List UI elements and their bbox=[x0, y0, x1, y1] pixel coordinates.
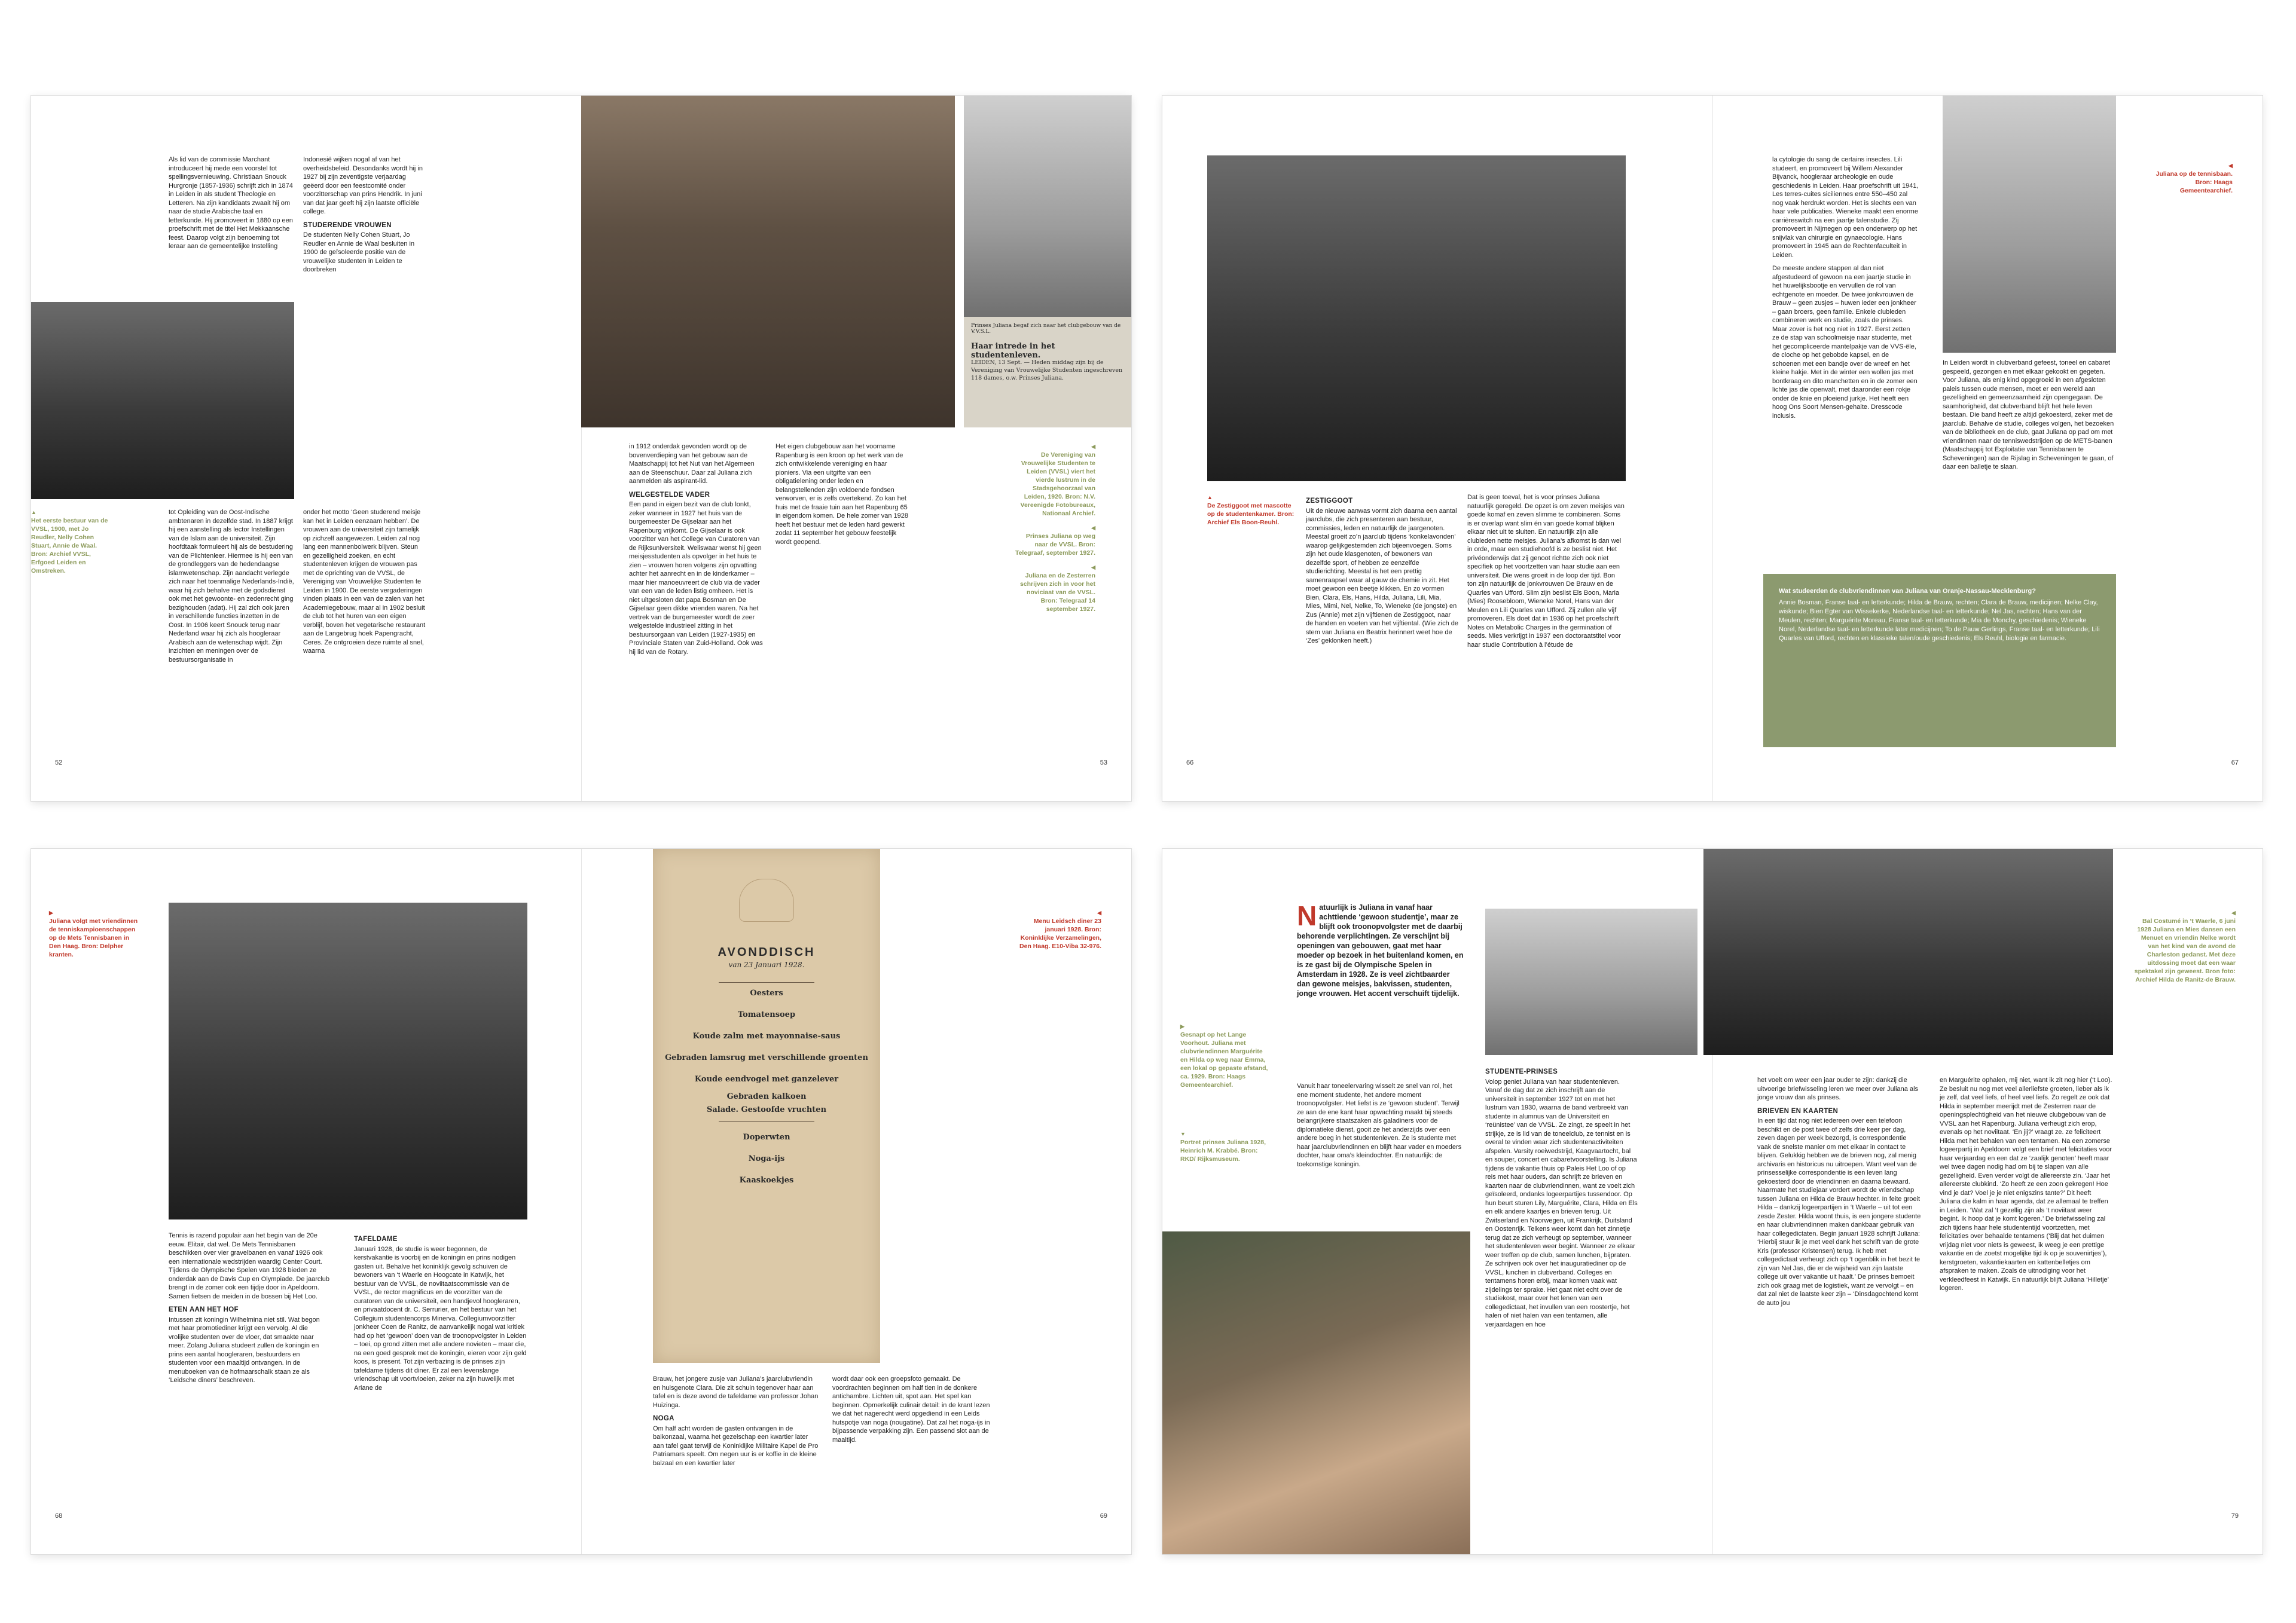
text-col1: ZESTIGGOOT Uit de nieuwe aanwas vormt zich daarna een aantal jaarclubs, die zich presenteren aan bestuur, commissies, leden en natuurlijk de jaargenoten. Meestal groeit zo’n jaarclub tijdens ‘konkelavonden’ waarop gelijkgestemden zich bijeenvoegen. Soms zijn het oude klasgenoten, of bewoners van dezelfde sport, of hebben ze eenzelfde studierichting. Meestal is het een prettig samenraapsel waar al gauw de chemie in zit. Het moet gewoon een beetje klikken. En zo vormen Bien, Clara, Els, Hans, Hilda, Juliana, Lili, Mia, Mies, Mimi, Nel, Nelke, To, Wieneke (de jongste) en Zus (Annie) met zijn vijftienen de Zestiggoot, naar de handen en voeten van het vijftiental. (Wie zich de stem van Juliana en Beatrix herinnert weet hoe de ‘Zes’ geklonken heeft.) bbox=[1306, 497, 1458, 644]
caption-vvsl-board: ▲ Het eerste bestuur van de VVSL, 1900, met Jo Reudler, Nelly Cohen Stuart, Annie de Waal. Bron: Archief VVSL, Erfgoed Leiden en Omstreken. bbox=[31, 509, 108, 574]
sidebar-studies-box: Wat studeerden de clubvriendinnen van Juliana van Oranje-Nassau-Mecklenburg? Annie Bosman, Franse taal- en letterkunde; Hilda de Brauw, rechten; Clara de Brauw, medicijnen; Nelke Clay, wiskunde; Bien Egter van Wissekerke, Nederlandse taal- en letterkunde; Nel Jas, rechten; Hans van der Meulen, rechten; Marguérite Moreau, Franse taal- en letterkunde; Mia de Monchy, geschiedenis; Wieneke Norel, Nederlandse taal- en letterkunde later medicijnen; To de Pauw Gerlings, Franse taal- en letterkunde; Lili Quarles van Ufford, rechten en klassieke talen/oude geschiedenis; Els Reuhl, biologie en farmacie. bbox=[1763, 574, 2116, 747]
photo-zestiggoot bbox=[1207, 155, 1626, 481]
menu-item: Noga-ijs bbox=[748, 1154, 785, 1163]
photo-bal-costume bbox=[1703, 849, 2113, 1055]
text-col4: wordt daar ook een groepsfoto gemaakt. De voordrachten beginnen om half tien in de donkere antichambre. Lichten uit, spot aan. Het spel kan beginnen. Opmerkelijk culinair detail: in de krant lezen we dat het nagerecht werd opgediend in een Leids hutspotje van noga (nougatine). Dat zal het noga-ijs in bijpassende verpakking zijn. Een passend slot aan de maaltijd. bbox=[832, 1376, 990, 1444]
text-col2-bottom: onder het motto ‘Geen studerend meisje kan het in Leiden eenzaam hebben’. De vrouwen aan de universiteit zijn tamelijk op zichzelf aangewezen. Leiden zal nog lang een mannenbolwerk blijven. Steun en gezelligheid zoeken, en echt studentenleven krijgen de vrouwen pas met de oprichting van de VVSL, de Vereniging van Vrouwelijke Studenten te Leiden in 1900. De eerste vergaderingen vinden plaats in een van de zalen van het Academiegebouw, maar al in 1902 besluit de club tot het huren van een eigen verblijf, boven het vegetarische restaurant aan de Langebrug hoek Papengracht, Ceres. Ze ontgroeien deze ruimte al snel, waarna bbox=[303, 509, 426, 655]
caption-tennis-championship: ▶ Juliana volgt met vriendinnen de tenniskampioenschappen op de Mets Tennisbanen in Den Haag. Bron: Delpher kranten. bbox=[49, 910, 138, 958]
caption-menu: ◀ Menu Leidsch diner 23 januari 1928. Bron: Koninklijke Verzamelingen, Den Haag. E10-Viba 32-976. bbox=[1019, 910, 1101, 950]
menu-date: van 23 Januari 1928. bbox=[728, 961, 805, 969]
spread-78-79 bbox=[1162, 849, 2263, 1554]
menu-item: Oesters bbox=[750, 989, 783, 998]
caption-portrait: ▼ Portret prinses Juliana 1928, Heinrich M. Krabbé. Bron: RKD/ Rijksmuseum. bbox=[1180, 1131, 1266, 1163]
intro-paragraph: Natuurlijk is Juliana in vanaf haar achttiende ‘gewoon studentje’, maar ze blijft ook troonopvolgster met de daarbij behorende verplichtingen. Ze verschijnt bij openingen van gebouwen, gaat met haar moeder op bezoek in het buitenland komen, en is ze gast bij de Olympische Spelen in Amsterdam in 1928. Ze is veel zichtbaarder dan gewone meisjes, bakvissen, studenten, jonge vrouwen. Het accent verschuift tijdelijk. bbox=[1297, 900, 1464, 998]
spread-68-69 bbox=[31, 849, 1131, 1554]
text-col3: het voelt om weer een jaar ouder te zijn: dankzij die uitvoerige briefwisseling leren we meer over Juliana als jonge vrouw dan als prinses. BRIEVEN EN KAARTEN In een tijd dat nog niet iedereen over een telefoon beschikt en de post twee of zelfs drie keer per dag, zeven dagen per week bezorgd, is correspondentie vaak de snelste manier om met elkaar in contact te blijven. Gelukkig hebben we de brieven nog, zal menig archivaris en historicus nu uitroepen. Want veel van de prinsesselijke correspondentie is een leven lang gekoesterd door de vriendinnen en daarna bewaard. Naarmate het studiejaar vordert wordt de vriendschap tussen Juliana en Hilda de Brauw hechter. In feite groeit Hilda – dankzij logeerpartijen in ‘t Waerle – uit tot een zesde Zester. Hilda woont thuis, is een jongere studente en haar clubvriendinnen maken dankbaar gebruik van haar collegedictaten. Begin januari 1928 schrijft Juliana: ‘Hierbij stuur ik je met veel dank het schrift van de grote Kris (professor Kristensen) terug. Ik heb met collegedictaat verheugt zich op ‘t ogenblik in het bezit te zijn van Nel Jas, die er de wijsheid van zijn laatste college uit over vakantie uit haalt.’ De prinses bemoeit zich ook graag met de logistiek, want ze vervolgt – en dat zal niet de laatste keer zijn – ‘Dinsdagochtend komt de auto jou bbox=[1757, 1077, 1921, 1307]
caption-tennis: ◀ Juliana op de tennisbaan. Bron: Haags Gemeentearchief. bbox=[2155, 163, 2233, 194]
photo-lange-voorhout bbox=[1485, 909, 1697, 1055]
menu-card bbox=[653, 849, 880, 1363]
captions-right: ◀ De Vereniging van Vrouwelijke Studenten te Leiden (VVSL) viert het vierde lustrum in de Stadsgehoorzaal van Leiden, 1920. Bron: N.V. Vereenigde Fotobureaux, Nationaal Archief. ◀ Prinses Juliana op weg naar de VVSL. Bron: Telegraaf, september 1927. ◀ Juliana en de Zesterren schrijven zich in voor het noviciaat van de VVSL. Bron: Telegraaf 14 september 1927. bbox=[1015, 444, 1095, 613]
text-col4: en Marguérite ophalen, mij niet, want ik zit nog hier (‘t Loo). Ze besluit nu nog met veel allerliefste groeten, lieber als ik je zelf, dat veel liefs, of heel veel liefs. Zo regelt ze ook dat Hilda in september meerijdt met de Zesterren naar de openingsplechtigheid van het nieuwe clubgebouw van de VVSL aan het Rapenburg. Juliana verheugt zich erop, evenals op het noviitaat. ‘En jij?’ vraagt ze. ze feliciteert Hilda met het behalen van een tentamen. Na een zomerse logeerpartij in Apeldoorn volgt een brief met felicitaties voor haar verjaardag en een dat ze ‘zaalijk genoten’ heeft maar wel twee dagen nodig had om bij te slapen van alle gezelligheid. Even verder volgt de allereerste zin. ‘Jaar het allereerste clubkind. ‘Zo heeft ze een zoon gekregen! Hoe vind je dat? Voel je je niet enigszins tante?’ Dit heeft Juliana die kalm in haar agenda, dat ze allemaal te treffen in Leiden. ‘Wat zal ‘t gezellig zijn als ‘t noviitaat weer begint. Ik hoop dat je komt logeren.’ De briefwisseling zal zich tijdens haar hele studententijd voortzetten, met felicitaties over behaalde tentamens (‘Blij dat het duimen vrijdag niet voor niets is geweest, ik weeg je een prettige vakantie en de zoetst mogelijke tijd ik op je souvenirtjes’), kerstgroeten, vakantiekaarten en kattenbelletjes om afspraken te maken. Zoals de uitnodiging voor het verkleedfeest in Katwijk. En natuurlijk blijft Juliana ‘Hilletje’ logeren. bbox=[1940, 1077, 2112, 1292]
drop-cap: N bbox=[1297, 900, 1317, 931]
gutter bbox=[1712, 96, 1713, 801]
gutter bbox=[581, 849, 582, 1554]
news-body: LEIDEN, 13 Sept. — Heden middag zijn bij de Vereniging van Vrouwelijke Studenten ingeschreven 118 dames, o.w. Prinses Juliana. bbox=[971, 359, 1123, 381]
crest-emblem bbox=[739, 879, 794, 922]
caption-zestiggoot: ▲ De Zestiggoot met mascotte op de studentenkamer. Bron: Archief Els Boon-Reuhl. bbox=[1207, 494, 1294, 526]
photo-lustrum-hall bbox=[581, 96, 955, 427]
menu-item: Tomatensoep bbox=[737, 1010, 796, 1019]
menu-title: AVONDDISCH bbox=[718, 946, 816, 959]
spread-66-67 bbox=[1162, 96, 2263, 801]
text-col1-bottom: tot Opleiding van de Oost-Indische ambtenaren in dezelfde stad. In 1887 krijgt hij een aanstelling als lector Instellingen van de Islam aan de universiteit. Zijn hoofdtaak formuleert hij als de bestudering van de Plichtenleer. Hiermee is hij een van de grondleggers van de hedendaagse islamwetenschap. Zijn aandacht verlegde zich naar het toenmalige Nederlands-Indië, waar hij zich behalve met de godsdienst ook met het gewoonte- en zedenrecht ging bezighouden (adat). Hij zal zich ook jaren in verschillende functies inzetten in de Oost. In 1906 keert Snouck terug naar Nederland waar hij zich als hoogleraar Arabisch aan de wetenschap wijdt. Zijn inzichten en meningen over de bestuursorganisatie in bbox=[169, 509, 294, 664]
text-col3: Brauw, het jongere zusje van Juliana’s jaarclubvriendin en huisgenote Clara. Die zit schuin tegenover haar aan tafel en is deze avond de tafeldame van professor Johan Huizinga. NOGA Om half acht worden de gasten ontvangen in de balkonzaal, waarna het gezelschap een kwartier later aan tafel gaat terwijl de Koninklijke Militaire Kapel de Pro Patriamars speelt. Om negen uur is er koffie in de kleine balzaal en een kwartier later bbox=[653, 1376, 819, 1467]
photo-vvsl-board-1900 bbox=[31, 302, 294, 499]
text-col1-top: Als lid van de commissie Marchant introduceert hij mede een voorstel tot spellingsvernieuwing. Christiaan Snouck Hurgronje (1857-1936) schrijft zich in 1874 in Leiden in als student Theologie en Letteren. Na zijn kandidaats zwaait hij om naar de studie Arabische taal en letterkunde. Hij promoveert in 1880 op een proefschrift met de titel Het Mekkaansche feest. Daarop volgt zijn benoeming tot leraar aan de gemeentelijke Instelling bbox=[169, 156, 293, 250]
menu-item: Koude zalm met mayonnaise-saus bbox=[692, 1032, 841, 1041]
menu-item: Gebraden lamsrug met verschillende groenten bbox=[665, 1053, 868, 1062]
page-number-left: 52 bbox=[55, 759, 63, 766]
caption-lange-voorhout: ▶ Gesnapt op het Lange Voorhout. Juliana met clubvriendinnen Marguérite en Hilda op weg naar Emma, een lokal op gepaste afstand, ca. 1929. Bron: Haags Gemeentearchief. bbox=[1180, 1023, 1268, 1089]
menu-item: Salade. Gestoofde vruchten bbox=[706, 1105, 827, 1114]
menu-item: Kaaskoekjes bbox=[739, 1176, 794, 1185]
text-col2: Dat is geen toeval, het is voor prinses Juliana natuurlijk geregeld. De opzet is om zeven meisjes van goede komaf en zeven slimme te combineren. Soms is er overlap want slim én van goede komaf blijken elkaar niet uit te sluiten. En natuurlijk zijn alle clubleden nette meisjes. Juliana’s afkomst is dan wel in orde, maar een studiehoofd is ze beslist niet. Het privéonderwijs dat zij genoot richtte zich ook niet specifiek op het voortzetten van haar studie aan een universiteit. Die wens groeit in de loop der tijd. Bon ton zijn natuurlijk de jonkvrouwen De Brauw en de Quarles van Ufford. Slim zijn beslist Els Boon, Maria (Mies) Roosebloom, Wieneke Norel, Hans van der Meulen en Lili Quarles van Ufford. Zij zullen alle vijf promoveren. Els doet dat in 1936 op het proefschrift Notes on Metabolic Charges in the germination of seeds. Mies verkrijgt in 1937 een doctoraatstitel voor haar studie Contribution à l’étude de bbox=[1467, 494, 1625, 649]
photo-clubhouse bbox=[964, 96, 1131, 317]
photo-tennis-court bbox=[1943, 96, 2116, 353]
page-number-left: 66 bbox=[1186, 759, 1194, 766]
photo-tennis-spectators bbox=[169, 903, 527, 1219]
spread-52-53 bbox=[31, 96, 1131, 801]
page-number-right: 53 bbox=[1100, 759, 1107, 766]
menu-item: Koude eendvogel met ganzelever bbox=[694, 1075, 839, 1084]
menu-item: Doperwten bbox=[743, 1133, 790, 1142]
newspaper-clipping bbox=[964, 96, 1131, 427]
text-col3: la cytologie du sang de certains insectes. Lili studeert, en promoveert bij Willem Alexander Bijvanck, hoogleraar archeologie en oude geschiedenis in Leiden. Haar proefschrift uit 1941, Les terres-cuites siciliennes entre 550–450 zal nog vaak herdrukt worden. Het is slechts een van haar vele publicaties. Wieneke maakt een enorme carrièreswitch na een jaartje talenstudie. Zij promoveert in Nijmegen op een onderwerp op het snijvlak van chirurgie en gynaecologie. Hans promoveert in 1945 aan de Rechtenfaculteit in Leiden. De meeste andere stappen al dan niet afgestudeerd of gewoon na een jaartje studie in het huwelijksbootje en vervullen de rol van echtgenote en moeder. De twee jonkvrouwen de Brauw – geen zusjes – huwen ieder een jonkheer – gaan broers, geen familie. Enkele clubleden combineren werk en studie, zoals de prinses. Maar zover is het nog niet in 1927. Eerst zetten ze de stap van schoolmeisje naar studente, met het gecompliceerde mantelpakje van de VVS-ële, de cloche op het gebobde kapsel, en de schoenen met een bandje over de wreef en het kleine hakje. Met in de winter een wollen jas met bontkraag en dito manchetten en in de zomer een lichte jas die openvalt, met daaronder een rokje onder de knie en ploeiend jurkje. Het heeft een hoog Ons Soort Mensen-gehalte. Dresscode inclusis. bbox=[1772, 156, 1919, 420]
page-number-right: 67 bbox=[2231, 759, 2239, 766]
portrait-painting-juliana bbox=[1162, 1231, 1470, 1554]
page-number-left: 68 bbox=[55, 1512, 63, 1520]
news-headline: Haar intrede in het studentenleven. bbox=[971, 342, 1055, 360]
text-col2-top: Indonesië wijken nogal af van het overheidsbeleid. Desondanks wordt hij in 1927 bij zijn zeventigste verjaardag geëerd door een feestcomité onder voorzitterschap van prins Hendrik. In juni van dat jaar geeft hij zijn laatste officiële college. STUDERENDE VROUWEN De studenten Nelly Cohen Stuart, Jo Reudler en Annie de Waal besluiten in 1900 de geïsoleerde positie van de vrouwelijke studenten in Leiden te doorbreken bbox=[303, 156, 423, 273]
menu-item: Gebraden kalkoen bbox=[726, 1092, 807, 1101]
text-col1: Vanuit haar toneelervaring wisselt ze snel van rol, het ene moment studente, het andere moment troonopvolgster. Het liefst is ze ‘gewoon student’. Terwijl ze aan de ene kant haar opwachting maakt bij steeds belangrijkere staatszaken als galadiners voor de diplomatieke dienst, gooit ze het anderzijds over een andere boeg in het studentenleven. Ze is studente met haar jaarclubvriendinnen en blijft haar vader en moeders dochter, haar oma’s kleindochter. En natuurlijk: de toekomstige koningin. bbox=[1297, 1083, 1462, 1168]
page-number-right: 69 bbox=[1100, 1512, 1107, 1520]
news-caption: Prinses Juliana begaf zich naar het clubgebouw van de V.V.S.L. bbox=[971, 323, 1121, 335]
menu-rule bbox=[719, 1121, 814, 1122]
text-col1: Tennis is razend populair aan het begin van de 20e eeuw. Elitair, dat wel. De Mets Tennisbanen beschikken over vier gravelbanen en vanaf 1926 ook een internationale wedstrijden waardig Center Court. Tijdens de Olympische Spelen van 1928 bieden ze onderdak aan de Davis Cup en Olympiade. De jaarclub brengt in de zomer ook een tijdje door in Apeldoorn. Samen fietsen de meiden in de bossen bij Het Loo. ETEN AAN HET HOF Intussen zit koningin Wilhelmina niet stil. Wat begon met haar promotiediner krijgt een vervolg. Al die vrolijke studenten over de vloer, dat smaakte naar meer. Zolang Juliana studeert zullen de koningin en prins een aantal hoogleraren, bestuurders en studenten voor een maaltijd ontvangen. In de menuboeken van de hofmaarschalk staan ze als ‘Leidsche diners’ beschreven. bbox=[169, 1232, 330, 1384]
text-col4: Het eigen clubgebouw aan het voorname Rapenburg is een kroon op het werk van de zich ontwikkelende vereniging en haar pioniers. Via een uitgifte van een obligatielening onder leden en belangstellenden zijn voldoende fondsen verworven, er is zelfs overtekend. Zo kan het huis met de fraaie tuin aan het Rapenburg 65 in eigendom komen. De hele zomer van 1928 heeft het bestuur met de leden hard gewerkt zodat 11 september het gebouw feestelijk wordt geopend. bbox=[775, 443, 908, 546]
text-col2: STUDENTE-PRINSES Volop geniet Juliana van haar studentenleven. Vanaf de dag dat ze zich inschrijft aan de universiteit in september 1927 tot en met het lustrum van 1930, waarna de band verbreekt van studente in alumnus van de Universiteit en ‘reünistee’ van de VVSL. Ze zingt, ze speelt in het strijkje, ze is lid van de toneelclub, ze tennist en is overal te vinden waar zich studentenactiviteiten afspelen. Varsity roeiwedstrijd, Kaagvaartocht, bal en souper, concert en cabaretvoorstelling. Is Juliana tijdens de vakantie thuis op Paleis Het Loo of op reis met haar ouders, dan schrijft ze brieven en kaarten naar de clubvriendinnen, want ze voelt zich geïsoleerd, ondanks logeerpartijes tussendoor. Op hun beurt sturen Lily, Marguérite, Clara, Hilda en Els en elk andere kaartjes en brieven terug. Uit Zwitserland en Noorwegen, uit Frankrijk, Duitsland en Oostenrijk. Telkens weer komt dan het zinnetje terug dat ze zich verheugt op september, wanneer het studentenleven weer begint. Wanneer ze elkaar weer treffen op de club, samen lunchen, bijpraten. Ze schrijven ook over het inauguratiediner op de VVSL, lunchen in clubverband. Colleges en tentamens horen erbij, maar komen vaak wat zijdelings ter sprake. Het gaat niet echt over de studiekost, maar over het lenen van een collegedictaat, het invullen van een roostertje, het halen of niet halen van een tentamen, alle verjaardagen en hoe bbox=[1485, 1068, 1638, 1328]
text-col4: In Leiden wordt in clubverband gefeest, toneel en cabaret gespeeld, gezongen en met elkaar gekookt en gegeten. Voor Juliana, als enig kind opgegroeid in een afgesloten paleis tussen oude mensen, moet er een wereld aan gezelligheid en gemeenzaamheid zijn opengegaan. De saamhorigheid, dat clubverband blijft het hele leven bestaan. Die band heeft ze altijd gekoesterd, zeker met de jaarclub. Behalve de studie, colleges volgen, het bezoeken van de bibliotheek en de club, gaat Juliana op pad om met vriendinnen naar de tenniswedstrijden op de METS-banen (Maatschappij tot Exploitatie van Tennisbanen te Scheveningen) aan de Rijslag in Scheveningen te gaan, of daar een balletje te slaan. bbox=[1943, 359, 2114, 470]
caption-bal-costume: ◀ Bal Costumé in ‘t Waerle, 6 juni 1928 Juliana en Mies dansen een Menuet en vriendin Nelke wordt van het kind van de avond de Charleston gedanst. Met deze uitdossing moet dat een waar spektakel zijn geweest. Bron foto: Archief Hilda de Ranitz-de Brauw. bbox=[2134, 910, 2236, 983]
text-col3: in 1912 onderdak gevonden wordt op de bovenverdieping van het gebouw aan de Maatschappij tot het Nut van het Algemeen aan de Steenschuur. Daar zal Juliana zich aanmelden als aspirant-lid. WELGESTELDE VADER Een pand in eigen bezit van de club lonkt, zeker wanneer in 1927 het huis van de burgemeester De Gijselaar aan het Rapenburg vrijkomt. De Gijselaar is ook voorzitter van het College van Curatoren van de Rijksuniversiteit. Weliswaar wenst hij geen meisjesstudenten als opvolger in het huis te zien – vrouwen horen volgens zijn opvatting achter het aanrecht en in de kinderkamer – maar hier manoeuvreert de club via de vader van een van de leden listig omheen. Het is niet uitgesloten dat papa Bosman en De Gijselaar geen dikke vrienden waren. Na het vertrek van de burgemeester wordt de zeer welgestelde industrieel zitting in het bestuursorgaan van Leiden (1927-1935) en Provinciale Staten van Zuid-Holland. Ook was hij lid van de Rotary. bbox=[629, 443, 763, 656]
page-number-right: 79 bbox=[2231, 1512, 2239, 1520]
text-col2: TAFELDAME Januari 1928, de studie is weer begonnen, de kerstvakantie is voorbij en de koningin en prins nodigen gasten uit. Behalve het koninklijk gevolg schuiven de bewoners van ‘t Waerle en Hoogcate in Katwijk, het bestuur van de VVSL, de noviitaatscommissie van de VVSL, de rector magnificus en de voorzitter van de curatoren van de universiteit, een handjevol hoogleraren, en privaatdocent dr. C. Serrurier, en het bestuur van het Collegium studentencorps Minerva. Collegiumvoorzitter jonkheer Coen de Ranitz, de aanvankelijk nogal wat kritiek had op het ‘gewoon’ doen van de troonopvolgster in Leiden – toei, op grond zitten met alle andere novieten – maar die, na een goed gesprek met de koningin, eieren voor zijn geld koos, is present. Tot zijn verbazing is de prinses zijn tafeldame tijdens dit diner. Er zal een levenslange vriendschap uit voortvloeien, zeker na zijn huwelijk met Ariane de bbox=[354, 1236, 527, 1392]
